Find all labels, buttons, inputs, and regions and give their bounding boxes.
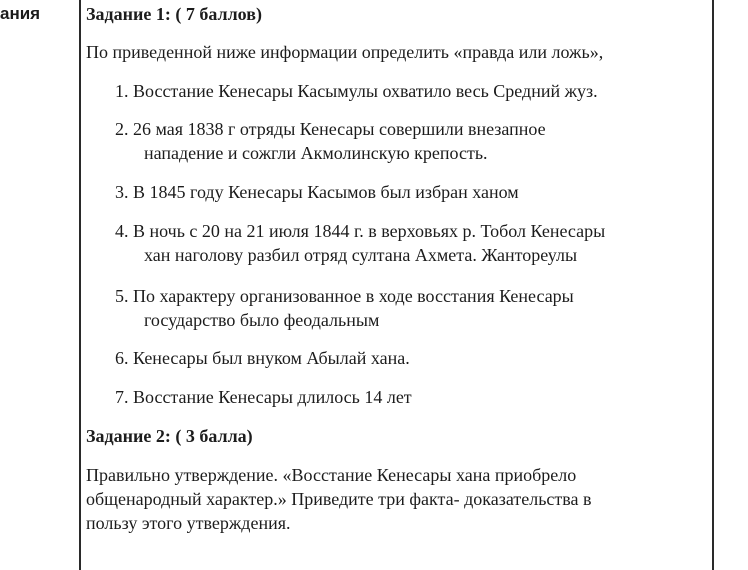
- item-text: По характеру организованное в ходе восстания Кенесары: [133, 286, 574, 306]
- item-text: В 1845 году Кенесары Касымов был избран ханом: [133, 182, 519, 202]
- item-number: 2.: [115, 119, 129, 139]
- item-number: 6.: [115, 348, 129, 368]
- item-text: В ночь с 20 на 21 июля 1844 г. в верховьях р. Тобол Кенесары: [133, 221, 606, 241]
- task2-title: Задание 2: ( 3 балла): [86, 426, 253, 446]
- item-text-continued: государство было феодальным: [144, 310, 380, 330]
- task1-intro: По приведенной ниже информации определить «правда или ложь»,: [86, 42, 604, 62]
- task1-item-4: [115, 219, 605, 267]
- task1-item-6: [115, 346, 410, 370]
- task2-line-2: общенародный характер.» Приведите три факта- доказательства в: [86, 489, 592, 509]
- table-border-left: [79, 0, 81, 570]
- task2-line-1: Правильно утверждение. «Восстание Кенесары хана приобрело: [86, 465, 577, 485]
- item-number: 3.: [115, 182, 129, 202]
- task2-body: [86, 463, 701, 535]
- task2-line-3: пользу этого утверждения.: [86, 513, 291, 533]
- item-number: 4.: [115, 221, 129, 241]
- item-number: 7.: [115, 387, 129, 407]
- item-text: 26 мая 1838 г отряды Кенесары совершили внезапное: [133, 119, 546, 139]
- item-text: Кенесары был внуком Абылай хана.: [133, 348, 410, 368]
- task1-item-3: [115, 180, 519, 204]
- item-text: Восстание Кенесары Касымулы охватило весь Средний жуз.: [133, 81, 598, 101]
- item-number: 1.: [115, 81, 129, 101]
- item-text-continued: хан наголову разбил отряд султана Ахмета. Жантореулы: [144, 245, 578, 265]
- task1-item-2: [115, 117, 546, 165]
- item-text: Восстание Кенесары длилось 14 лет: [133, 387, 412, 407]
- task1-item-1: [115, 79, 598, 103]
- table-border-right: [712, 0, 714, 570]
- item-text-continued: нападение и сожгли Акмолинскую крепость.: [144, 143, 488, 163]
- task1-item-7: [115, 385, 412, 409]
- task1-item-5: [115, 284, 574, 332]
- item-number: 5.: [115, 286, 129, 306]
- task1-title: Задание 1: ( 7 баллов): [86, 4, 262, 24]
- side-column-label: ания: [0, 4, 41, 23]
